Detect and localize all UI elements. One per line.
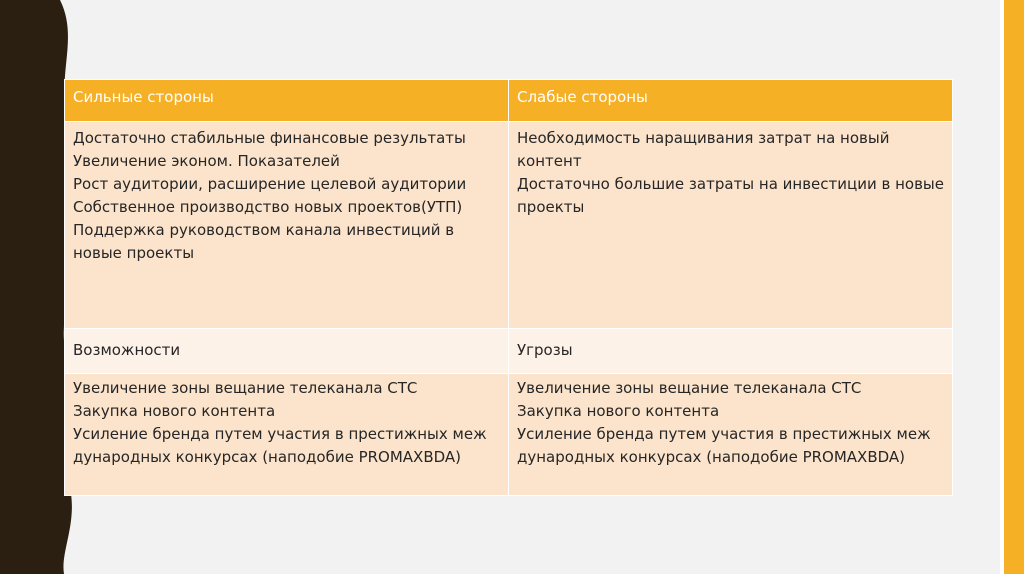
- threats-header: Угрозы: [509, 329, 953, 374]
- list-item: Усиление бренда путем участия в престижных меж дународных конкурсах (наподобие PROMAXBDA): [517, 425, 936, 466]
- list-item: Собственное производство новых проектов(УТП): [73, 198, 463, 216]
- opportunities-threats-row: [65, 374, 953, 496]
- right-accent-stripe: [1004, 0, 1024, 574]
- weaknesses-cell: [509, 122, 953, 329]
- list-item: Усиление бренда путем участия в престижных меж дународных конкурсах (наподобие PROMAXBDA): [73, 425, 492, 466]
- list-item: Достаточно большие затраты на инвестиции в новые проекты: [517, 175, 949, 216]
- list-item: Увеличение эконом. Показателей: [73, 152, 340, 170]
- list-item: Закупка нового контента: [517, 402, 720, 420]
- list-item: Необходимость наращивания затрат на новый контент: [517, 129, 895, 170]
- list-item: Поддержка руководством канала инвестиций в новые проекты: [73, 221, 459, 262]
- strengths-header: Сильные стороны: [65, 80, 509, 122]
- list-item: Достаточно стабильные финансовые результаты: [73, 129, 466, 147]
- opportunities-cell: [65, 374, 509, 496]
- strengths-cell: [65, 122, 509, 329]
- opportunities-threats-header-row: [65, 329, 953, 374]
- swot-table: [64, 79, 953, 496]
- opportunities-header: Возможности: [65, 329, 509, 374]
- threats-cell: [509, 374, 953, 496]
- list-item: Рост аудитории, расширение целевой аудитории: [73, 175, 467, 193]
- strengths-weaknesses-row: [65, 122, 953, 329]
- list-item: Увеличение зоны вещание телеканала СТС: [73, 379, 418, 397]
- list-item: Увеличение зоны вещание телеканала СТС: [517, 379, 862, 397]
- table-header-row: [65, 80, 953, 122]
- list-item: Закупка нового контента: [73, 402, 276, 420]
- weaknesses-header: Слабые стороны: [509, 80, 953, 122]
